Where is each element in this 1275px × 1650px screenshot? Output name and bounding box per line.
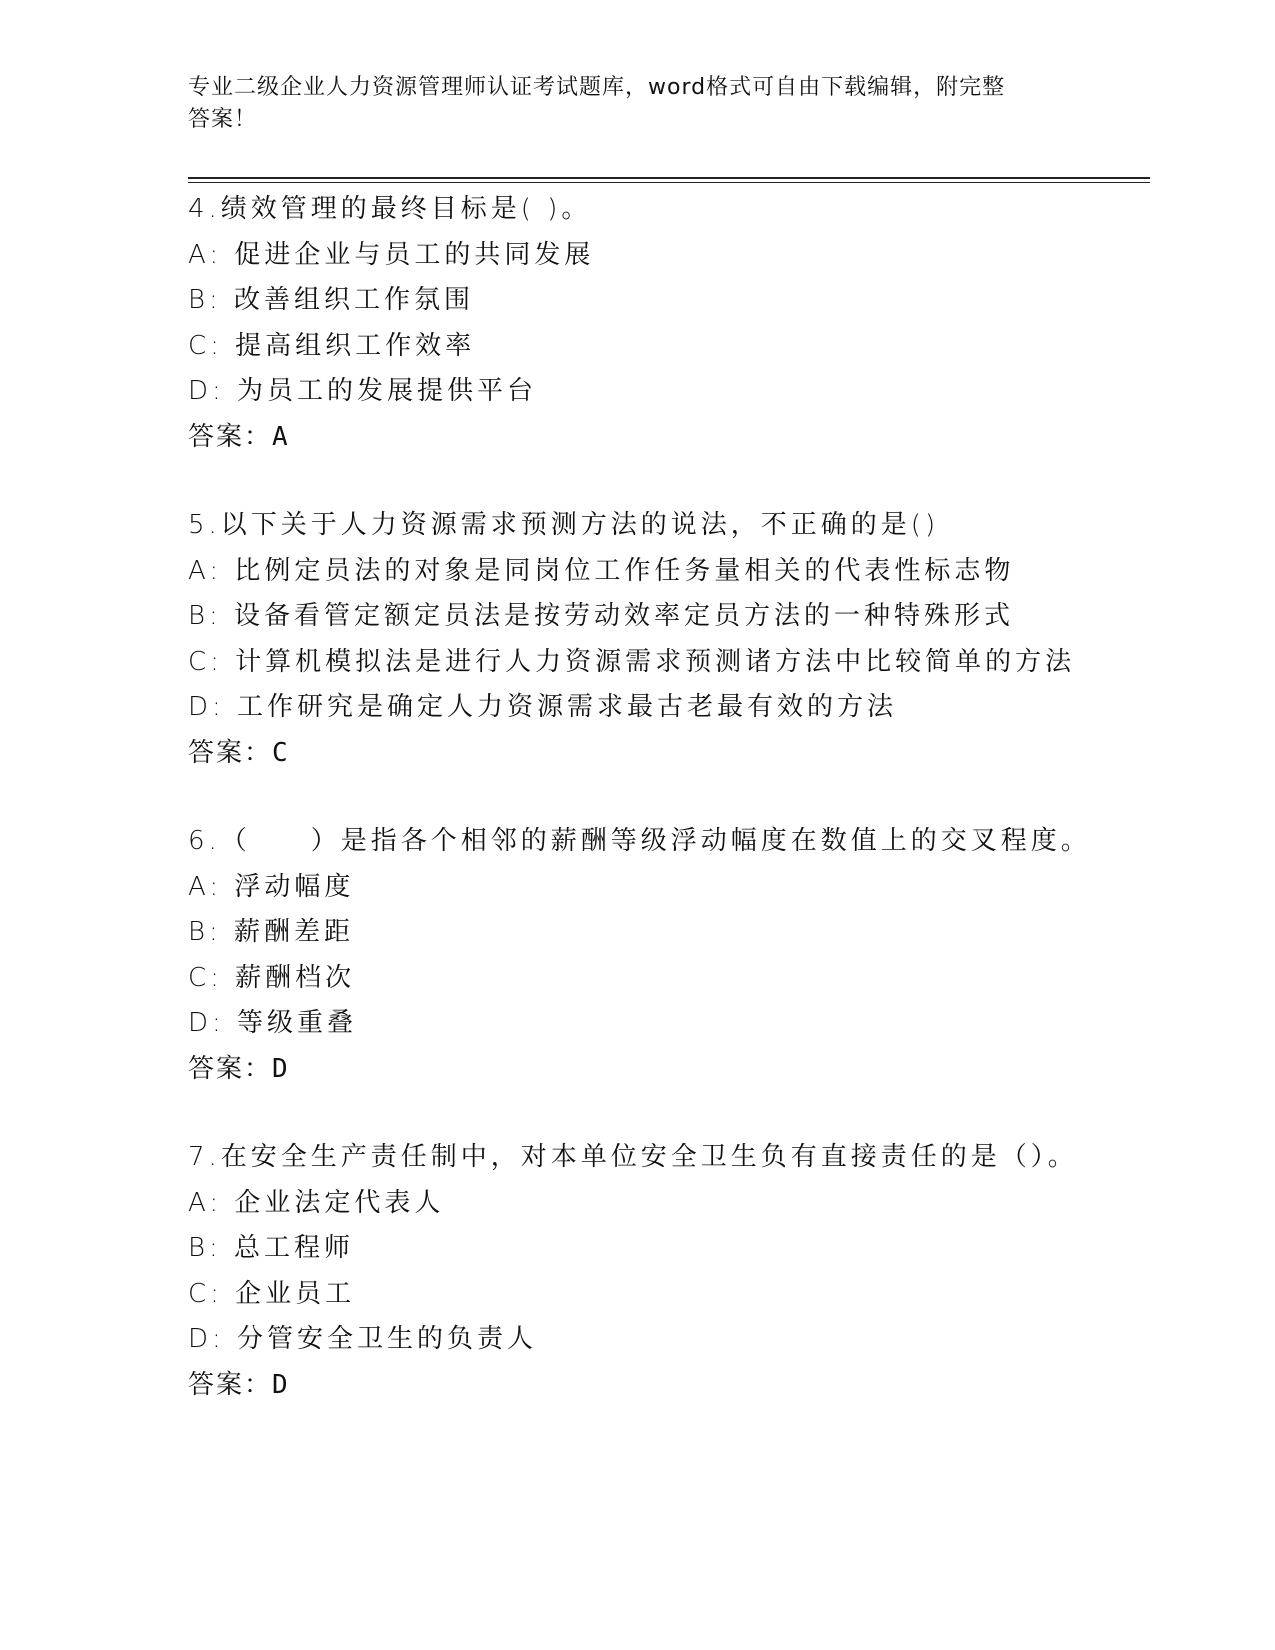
answer-line <box>188 1047 1088 1093</box>
option-d: D: 分管安全卫生的负责人 <box>188 1324 538 1354</box>
document-header <box>188 72 1068 136</box>
answer-line <box>188 1363 1088 1409</box>
answer-label: 答案： <box>188 421 273 452</box>
question-7 <box>188 1135 1088 1408</box>
option-a: A: 浮动幅度 <box>188 871 355 902</box>
header-divider-thin <box>188 182 1150 183</box>
question-stem: 6.（ ）是指各个相邻的薪酬等级浮动幅度在数值上的交叉程度。 <box>188 826 1091 856</box>
header-line-2: 答案！ <box>188 107 258 132</box>
question-4 <box>188 187 1088 460</box>
answer-label: 答案： <box>188 1369 273 1400</box>
question-6 <box>188 819 1091 1092</box>
option-b: B: 总工程师 <box>188 1233 355 1263</box>
answer-line <box>188 415 1088 461</box>
option-d: D: 工作研究是确定人力资源需求最古老最有效的方法 <box>188 692 898 722</box>
option-a: A: 企业法定代表人 <box>188 1187 445 1218</box>
answer-value: D <box>272 1053 290 1084</box>
answer-label: 答案： <box>188 737 273 768</box>
header-divider-thick <box>188 177 1150 179</box>
question-list <box>188 187 1091 1451</box>
answer-line <box>188 731 1088 777</box>
option-a: A: 促进企业与员工的共同发展 <box>188 239 595 270</box>
answer-label: 答案： <box>188 1053 273 1084</box>
option-b: B: 薪酬差距 <box>188 917 355 947</box>
answer-value: A <box>272 421 290 452</box>
answer-value: C <box>272 737 290 768</box>
option-c: C: 企业员工 <box>188 1278 356 1309</box>
question-5 <box>188 503 1088 776</box>
answer-value: D <box>272 1369 290 1400</box>
option-b: B: 设备看管定额定员法是按劳动效率定员方法的一种特殊形式 <box>188 601 1015 631</box>
option-d: D: 等级重叠 <box>188 1008 358 1038</box>
question-stem: 4.绩效管理的最终目标是( )。 <box>188 194 592 224</box>
question-stem: 5.以下关于人力资源需求预测方法的说法，不正确的是() <box>188 510 940 540</box>
question-stem: 7.在安全生产责任制中，对本单位安全卫生负有直接责任的是（）。 <box>188 1142 1078 1172</box>
option-d: D: 为员工的发展提供平台 <box>188 376 538 406</box>
option-c: C: 计算机模拟法是进行人力资源需求预测诸方法中比较简单的方法 <box>188 646 1076 677</box>
option-c: C: 薪酬档次 <box>188 962 356 993</box>
option-c: C: 提高组织工作效率 <box>188 330 476 361</box>
header-line-1: 专业二级企业人力资源管理师认证考试题库，word格式可自由下载编辑，附完整 <box>188 75 1006 100</box>
option-a: A: 比例定员法的对象是同岗位工作任务量相关的代表性标志物 <box>188 555 1015 586</box>
option-b: B: 改善组织工作氛围 <box>188 285 475 315</box>
